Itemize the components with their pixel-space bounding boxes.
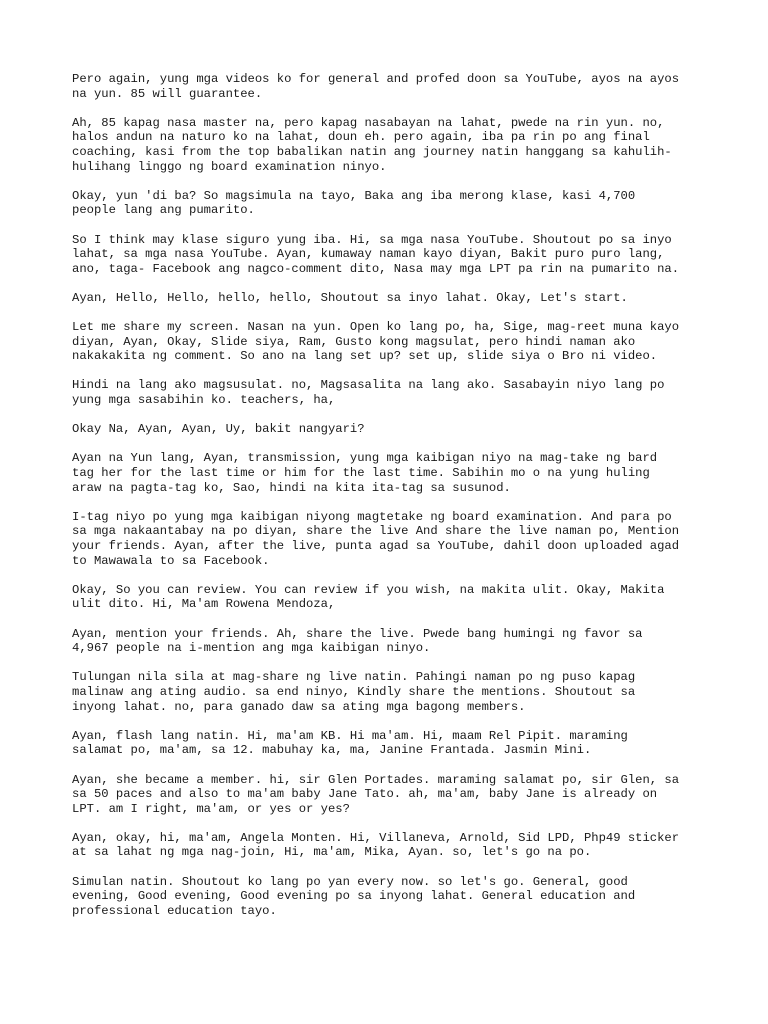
paragraph: Ayan, flash lang natin. Hi, ma'am KB. Hi ma'am. Hi, maam Rel Pipit. maraming salamat po, ma'am, sa 12. mabuhay ka, ma, Janine Frantada. Jasmin Mini. bbox=[72, 728, 628, 758]
paragraph: Okay, yun 'di ba? So magsimula na tayo, Baka ang iba merong klase, kasi 4,700 people lang ang pumarito. bbox=[72, 188, 636, 218]
paragraph: Ayan, mention your friends. Ah, share the live. Pwede bang humingi ng favor sa 4,967 people na i-mention ang mga kaibigan ninyo. bbox=[72, 626, 643, 656]
paragraph: Let me share my screen. Nasan na yun. Open ko lang po, ha, Sige, mag-reet muna kayo diyan, Ayan, Okay, Slide siya, Ram, Gusto kong magsulat, pero hindi naman ako nakakakita ng comment. So ano na lang set up? set up, slide siya o Bro ni video. bbox=[72, 320, 680, 364]
paragraph: So I think may klase siguro yung iba. Hi, sa mga nasa YouTube. Shoutout po sa inyo lahat, sa mga nasa YouTube. Ayan, kumaway naman kayo diyan, Bakit puro puro lang, ano, taga- Facebook ang nagco-comment dito, Nasa may mga LPT pa rin na pumarito na. bbox=[72, 232, 680, 276]
paragraph: Ayan, Hello, Hello, hello, hello, Shoutout sa inyo lahat. Okay, Let's start. bbox=[72, 290, 628, 305]
paragraph: Ayan, she became a member. hi, sir Glen Portades. maraming salamat po, sir Glen, sa sa 50 paces and also to ma'am baby Jane Tato. ah, ma'am, baby Jane is already on LPT. am I right, ma'am, or yes or yes? bbox=[72, 772, 680, 816]
paragraph: Tulungan nila sila at mag-share ng live natin. Pahingi naman po ng puso kapag malinaw ang ating audio. sa end ninyo, Kindly share the mentions. Shoutout sa inyong lahat. no, para ganado daw sa ating mga bagong members. bbox=[72, 670, 636, 714]
paragraph: Pero again, yung mga videos ko for general and profed doon sa YouTube, ayos na ayos na yun. 85 will guarantee. bbox=[72, 72, 680, 101]
paragraph: Okay Na, Ayan, Ayan, Uy, bakit nangyari? bbox=[72, 422, 365, 437]
paragraph: I-tag niyo po yung mga kaibigan niyong magtetake ng board examination. And para po sa mga nakaantabay na po diyan, share the live And share the live naman po, Mention your friends. Ayan, after the live, punta agad sa YouTube, dahil doon uploaded agad to Mawawala to sa Facebook. bbox=[72, 509, 680, 568]
paragraph: Ah, 85 kapag nasa master na, pero kapag nasabayan na lahat, pwede na rin yun. no, halos andun na naturo ko na lahat, doun eh. pero again, iba pa rin po ang final coaching, kasi from the top babalikan natin ang journey natin hanggang sa kahulih- hulihang linggo ng board examination ninyo. bbox=[72, 115, 672, 174]
document-page bbox=[72, 72, 712, 933]
paragraph: Ayan na Yun lang, Ayan, transmission, yung mga kaibigan niyo na mag-take ng bard tag her for the last time or him for the last time. Sabihin mo o na yung huling araw na pagta-tag ko, Sao, hindi na kita ita-tag sa susunod. bbox=[72, 451, 658, 495]
paragraph: Hindi na lang ako magsusulat. no, Magsasalita na lang ako. Sasabayin niyo lang po yung mga sasabihin ko. teachers, ha, bbox=[72, 378, 665, 408]
paragraph: Simulan natin. Shoutout ko lang po yan every now. so let's go. General, good evening, Good evening, Good evening po sa inyong lahat. General education and professional education tayo. bbox=[72, 874, 636, 918]
paragraph: Ayan, okay, hi, ma'am, Angela Monten. Hi, Villaneva, Arnold, Sid LPD, Php49 sticker at sa lahat ng mga nag-join, Hi, ma'am, Mika, Ayan. so, let's go na po. bbox=[72, 830, 680, 860]
paragraph: Okay, So you can review. You can review if you wish, na makita ulit. Okay, Makita ulit dito. Hi, Ma'am Rowena Mendoza, bbox=[72, 582, 665, 612]
